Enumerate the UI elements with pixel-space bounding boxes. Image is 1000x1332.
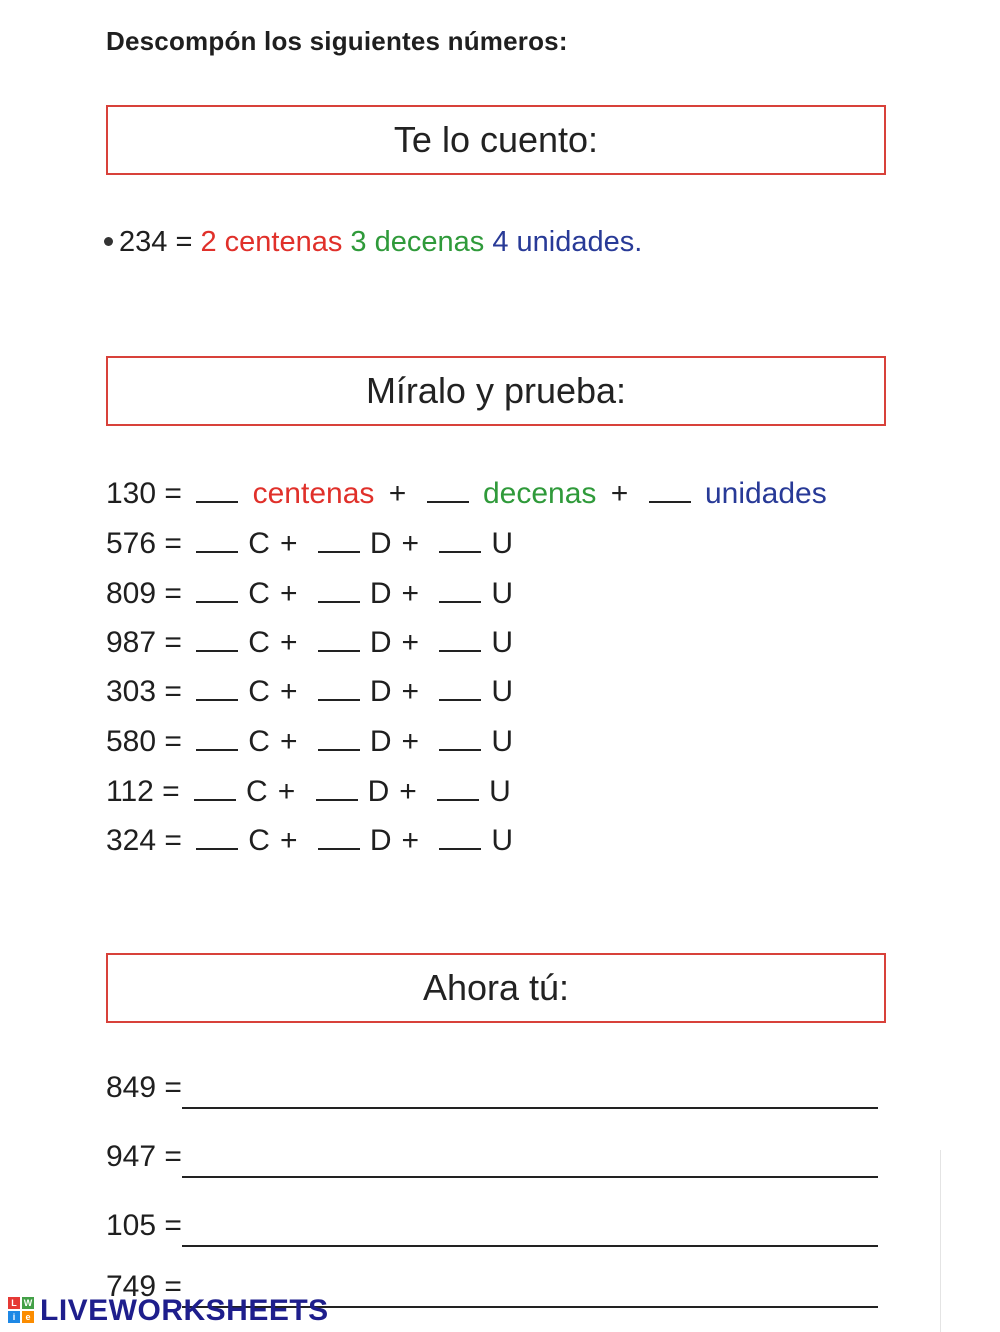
plus-sign: + [610,477,629,510]
section-header-try [106,356,886,426]
u-label: U [491,626,514,659]
row-number: 580 [106,725,157,758]
answer-blank[interactable] [196,723,238,751]
example-c-val: 2 [200,226,217,258]
answer-blank[interactable] [318,624,360,652]
row-number: 576 [106,527,157,560]
answer-line[interactable] [182,1176,878,1178]
u-label: U [491,675,514,708]
logo-letter: i [8,1311,20,1323]
answer-blank[interactable] [316,773,358,801]
guided-row [106,574,517,614]
row-equals: = [164,675,182,708]
answer-line[interactable] [182,1245,878,1247]
answer-line[interactable] [182,1107,878,1109]
brand-name: LIVEWORKSHEETS [40,1294,329,1327]
answer-blank[interactable] [439,673,481,701]
section-title: Te lo cuento: [393,119,599,160]
answer-blank[interactable] [318,822,360,850]
plus-sign: + [401,675,420,708]
plus-sign: + [279,725,298,758]
logo-letter: L [8,1297,20,1309]
guided-row [106,672,517,712]
section-header-tell [106,105,886,175]
plus-sign: + [388,477,407,510]
free-number: 947 = [106,1140,182,1173]
section-title: Míralo y prueba: [365,370,627,411]
guided-row [106,524,517,564]
guided-row [106,772,515,812]
section-header-you [106,953,886,1023]
liveworksheets-logo-icon [8,1297,36,1325]
c-label: C [248,725,270,758]
answer-blank[interactable] [318,673,360,701]
example-d-val: 3 [350,226,367,258]
c-label: C [248,675,270,708]
row-number: 987 [106,626,157,659]
plus-sign: + [279,675,298,708]
row-equals: = [162,775,180,808]
answer-blank[interactable] [439,723,481,751]
answer-blank[interactable] [196,525,238,553]
answer-blank[interactable] [196,673,238,701]
example-u-word: unidades. [516,226,643,258]
d-label: D [369,626,392,659]
logo-letter: e [22,1311,34,1323]
logo-letter: W [23,1298,33,1308]
liveworksheets-brand[interactable] [8,1294,329,1328]
row-equals: = [164,626,182,659]
instruction-text: Descompón los siguientes números: [106,26,568,56]
row-equals: = [164,477,182,510]
example-line [104,226,642,259]
plus-sign: + [401,824,420,857]
unidades-label: unidades [704,477,827,510]
centenas-label: centenas [252,477,375,510]
answer-blank[interactable] [439,575,481,603]
answer-blank[interactable] [318,723,360,751]
u-label: U [489,775,511,808]
answer-blank[interactable] [439,822,481,850]
d-label: D [369,824,392,857]
answer-blank[interactable] [318,525,360,553]
u-label: U [491,577,514,610]
section-title: Ahora tú: [422,967,570,1008]
guided-row [106,821,517,861]
example-equals: = [175,226,193,258]
plus-sign: + [401,626,420,659]
plus-sign: + [401,725,420,758]
u-label: U [491,527,514,560]
d-label: D [369,527,392,560]
answer-blank[interactable] [196,624,238,652]
bullet-icon [104,237,113,246]
answer-blank[interactable] [196,575,238,603]
row-number: 324 [106,824,157,857]
u-label: U [491,725,514,758]
free-number: 105 = [106,1209,182,1242]
free-answer-row [106,1140,886,1184]
plus-sign: + [277,775,296,808]
d-label: D [369,577,392,610]
answer-blank[interactable] [196,822,238,850]
plus-sign: + [399,775,417,808]
row-number: 303 [106,675,157,708]
example-c-word: centenas [224,226,343,258]
plus-sign: + [279,577,298,610]
row-equals: = [164,527,182,560]
answer-blank[interactable] [318,575,360,603]
plus-sign: + [279,824,298,857]
example-number: 234 [119,226,168,258]
example-u-val: 4 [492,226,509,258]
answer-blank[interactable] [196,475,238,503]
c-label: C [248,626,270,659]
free-answer-row [106,1209,886,1253]
c-label: C [248,577,270,610]
answer-blank[interactable] [437,773,479,801]
answer-blank[interactable] [439,624,481,652]
d-label: D [369,725,392,758]
row-equals: = [164,824,182,857]
guided-row-first [106,474,827,514]
free-answer-row [106,1071,886,1115]
answer-blank[interactable] [439,525,481,553]
page-edge [940,1150,941,1332]
plus-sign: + [279,527,298,560]
plus-sign: + [279,626,298,659]
free-number: 849 = [106,1071,182,1104]
free-number: 749 = [106,1270,182,1303]
d-label: D [367,775,390,808]
answer-blank[interactable] [427,475,469,503]
row-number: 130 [106,477,157,510]
row-equals: = [164,577,182,610]
c-label: C [246,775,268,808]
plus-sign: + [401,577,420,610]
row-number: 112 [106,775,154,808]
guided-row [106,623,517,663]
u-label: U [491,824,514,857]
d-label: D [369,675,392,708]
answer-blank[interactable] [194,773,236,801]
c-label: C [248,824,270,857]
answer-blank[interactable] [649,475,691,503]
decenas-label: decenas [482,477,597,510]
row-equals: = [164,725,182,758]
row-number: 809 [106,577,157,610]
example-d-word: decenas [374,226,485,258]
c-label: C [248,527,270,560]
plus-sign: + [401,527,420,560]
guided-row [106,722,517,762]
